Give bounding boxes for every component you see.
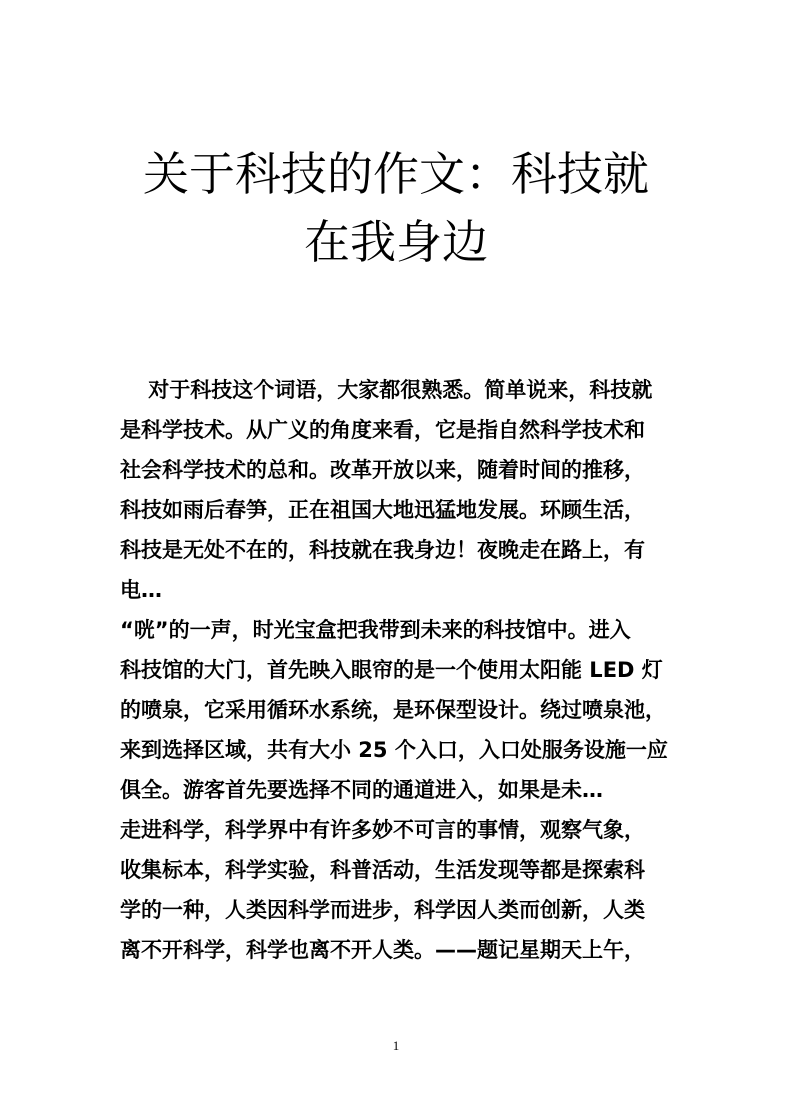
body-line: 走进科学，科学界中有许多妙不可言的事情，观察气象，	[120, 818, 645, 842]
body-line: 科技馆的大门，首先映入眼帘的是一个使用太阳能 LED 灯	[120, 658, 663, 682]
body-line: 学的一种，人类因科学而进步，科学因人类而创新，人类	[120, 898, 645, 922]
title-line-2: 在我身边	[304, 215, 488, 269]
page-number: 1	[392, 1038, 400, 1053]
body-line: 来到选择区域，共有大小 25 个入口，入口处服务设施一应	[120, 738, 668, 762]
body-line: 对于科技这个词语，大家都很熟悉。简单说来，科技就	[120, 378, 653, 402]
body-line: 是科学技术。从广义的角度来看，它是指自然科学技术和	[120, 418, 645, 442]
title-line-1: 关于科技的作文：科技就	[143, 147, 649, 201]
body-line: 离不开科学，科学也离不开人类。——题记星期天上午，	[120, 938, 645, 962]
body-line: 俱全。游客首先要选择不同的通道进入，如果是未…	[120, 778, 603, 802]
body-line: 的喷泉，它采用循环水系统，是环保型设计。绕过喷泉池，	[120, 698, 666, 722]
body-line: 电…	[120, 578, 162, 602]
body-line: “咣”的一声，时光宝盒把我带到未来的科技馆中。进入	[120, 618, 631, 642]
document-body	[120, 370, 680, 970]
body-line: 社会科学技术的总和。改革开放以来，随着时间的推移，	[120, 458, 645, 482]
body-line: 收集标本，科学实验，科普活动，生活发现等都是探索科	[120, 858, 645, 882]
body-line: 科技是无处不在的，科技就在我身边！夜晚走在路上，有	[120, 538, 645, 562]
document-title	[100, 140, 692, 276]
body-line: 科技如雨后春笋，正在祖国大地迅猛地发展。环顾生活，	[120, 498, 645, 522]
